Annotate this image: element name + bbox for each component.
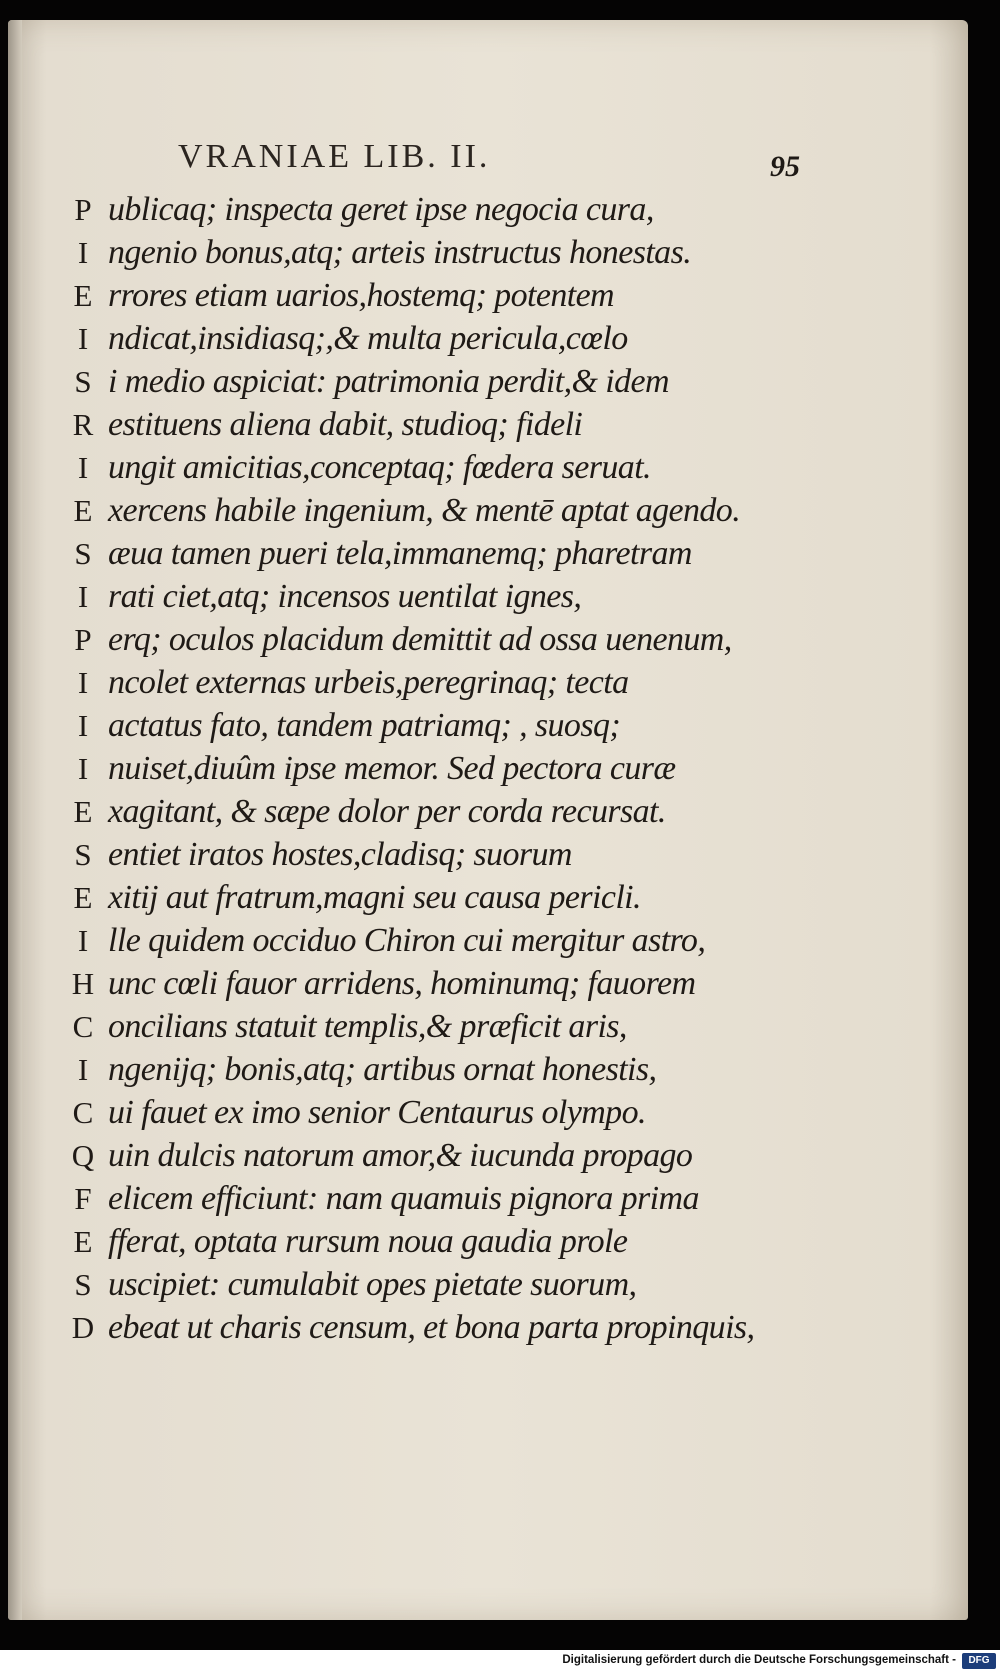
verse-line [60,1091,780,1134]
page-edge [8,20,22,1620]
verse-line [60,1048,780,1091]
dfg-logo: DFG [962,1653,996,1669]
acrostic-initial: I [77,450,89,485]
verse-text: elicem efficiunt: nam quamuis pignora prima [108,1180,699,1217]
verse-line [60,1220,780,1263]
verse-text: æua tamen pueri tela,immanemq; pharetram [108,535,692,572]
verse-line [60,231,780,274]
verse-text: uscipiet: cumulabit opes pietate suorum, [108,1266,637,1303]
acrostic-initial: E [73,278,93,313]
verse-line [60,317,780,360]
verse-line [60,747,780,790]
acrostic-initial: I [77,923,89,958]
verse-line [60,1306,780,1349]
acrostic-initial: I [77,751,89,786]
page-number: 95 [770,150,800,183]
verse-line [60,360,780,403]
verse-text: ncolet externas urbeis,peregrinaq; tecta [108,664,629,701]
verse-text: erq; oculos placidum demittit ad ossa uenenum, [108,621,732,658]
verse-text: actatus fato, tandem patriamq; , suosq; [108,707,621,744]
verse-text: unc cœli fauor arridens, hominumq; fauorem [108,965,696,1002]
acrostic-initial: C [72,1095,94,1130]
verse-text: ngenio bonus,atq; arteis instructus honestas. [108,234,692,271]
verse-line [60,833,780,876]
acrostic-initial: P [74,622,92,657]
acrostic-initial: Q [71,1138,95,1173]
verse-line [60,661,780,704]
verse-block [60,188,780,1349]
acrostic-initial: P [74,192,92,227]
acrostic-initial: S [74,837,92,872]
verse-text: ebeat ut charis censum, et bona parta propinquis, [108,1309,755,1346]
verse-line [60,704,780,747]
acrostic-initial: E [73,1224,93,1259]
verse-text: ungit amicitias,conceptaq; fœdera seruat. [108,449,651,486]
acrostic-initial: I [77,708,89,743]
verse-line [60,790,780,833]
verse-text: xercens habile ingenium, & mentē aptat agendo. [108,492,741,529]
running-head: VRANIAE LIB. II. [178,138,491,175]
acrostic-initial: I [77,665,89,700]
acrostic-initial: D [71,1310,95,1345]
acrostic-initial: C [72,1009,94,1044]
acrostic-initial: I [77,579,89,614]
verse-line [60,1005,780,1048]
footer-bar [0,1650,1000,1676]
verse-text: entiet iratos hostes,cladisq; suorum [108,836,572,873]
verse-text: ngenijq; bonis,atq; artibus ornat honestis, [108,1051,657,1088]
page-header [178,138,838,188]
verse-line [60,1134,780,1177]
verse-text: ui fauet ex imo senior Centaurus olympo. [108,1094,646,1131]
verse-line [60,188,780,231]
verse-line [60,1177,780,1220]
verse-text: uin dulcis natorum amor,& iucunda propago [108,1137,693,1174]
acrostic-initial: E [73,880,93,915]
acrostic-initial: F [74,1181,92,1216]
verse-line [60,489,780,532]
acrostic-initial: E [73,794,93,829]
verse-text: rati ciet,atq; incensos uentilat ignes, [108,578,582,615]
acrostic-initial: H [71,966,95,1001]
verse-text: xitij aut fratrum,magni seu causa pericli. [108,879,641,916]
verse-line [60,876,780,919]
verse-text: oncilians statuit templis,& præficit aris, [108,1008,627,1045]
verse-text: i medio aspiciat: patrimonia perdit,& idem [108,363,669,400]
verse-line [60,919,780,962]
verse-text: lle quidem occiduo Chiron cui mergitur astro, [108,922,706,959]
acrostic-initial: I [77,1052,89,1087]
book-page [8,20,968,1620]
verse-line [60,403,780,446]
acrostic-initial: I [77,321,89,356]
verse-text: ndicat,insidiasq;,& multa pericula,cœlo [108,320,628,357]
verse-line [60,532,780,575]
verse-line [60,446,780,489]
acrostic-initial: S [74,364,92,399]
verse-text: estituens aliena dabit, studioq; fideli [108,406,583,443]
acrostic-initial: R [72,407,94,442]
verse-line [60,618,780,661]
verse-text: nuiset,diuûm ipse memor. Sed pectora curæ [108,750,676,787]
verse-text: ublicaq; inspecta geret ipse negocia cura, [108,191,654,228]
verse-line [60,575,780,618]
verse-text: rrores etiam uarios,hostemq; potentem [108,277,615,314]
verse-line [60,962,780,1005]
acrostic-initial: E [73,493,93,528]
verse-text: xagitant, & sæpe dolor per corda recursat. [108,793,666,830]
verse-text: fferat, optata rursum noua gaudia prole [108,1223,628,1260]
acrostic-initial: S [74,536,92,571]
acrostic-initial: S [74,1267,92,1302]
funding-credit: Digitalisierung gefördert durch die Deutsche Forschungsgemeinschaft - [562,1654,956,1666]
acrostic-initial: I [77,235,89,270]
verse-line [60,274,780,317]
verse-line [60,1263,780,1306]
